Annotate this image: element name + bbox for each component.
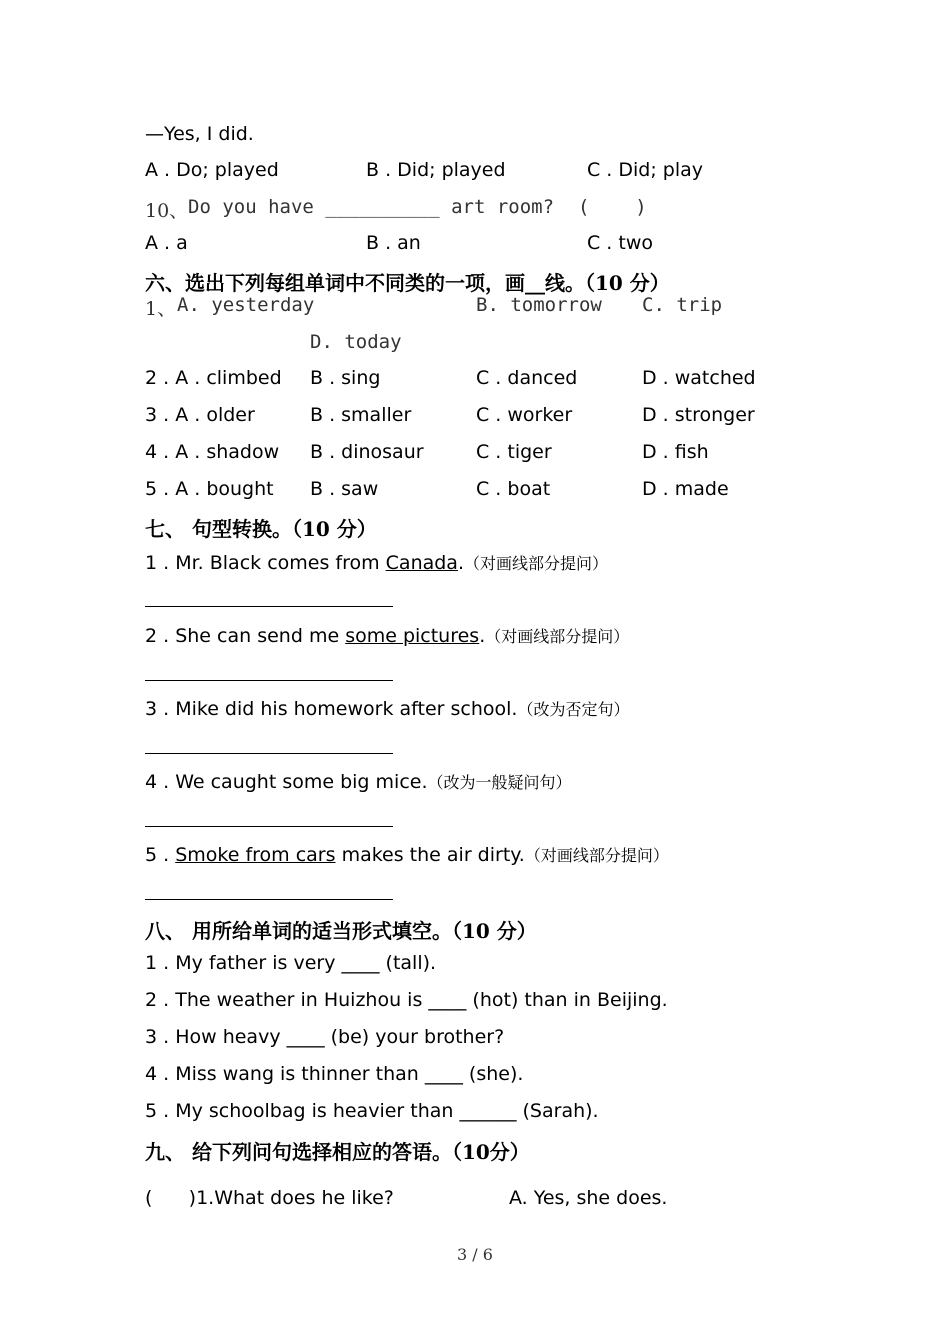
s6-q4-b: B . dinosaur [310, 441, 424, 463]
s7-item-4 [145, 770, 572, 793]
s7-item-5-post: makes the air dirty. [335, 844, 525, 866]
s7-item-1-pre: 1 . Mr. Black comes from [145, 552, 386, 574]
s7-item-3 [145, 697, 629, 720]
s6-q2-c: C . danced [476, 367, 578, 389]
q9-option-c: C . Did; play [587, 159, 704, 181]
s6-q4-c: C . tiger [476, 441, 552, 463]
s7-item-2 [145, 624, 629, 647]
s7-item-3-note: （改为否定句） [517, 700, 630, 719]
s7-item-2-pre: 2 . She can send me [145, 625, 346, 647]
s6-q2-d: D . watched [642, 367, 756, 389]
s6-q1-option-a: A. yesterday [177, 294, 315, 316]
s7-item-5-pre: 5 . [145, 844, 176, 866]
s7-item-1-post: . [457, 552, 465, 574]
s7-item-3-pre: 3 . Mike did his homework after school. [145, 698, 518, 720]
s7-item-1-underlined: Canada [385, 552, 458, 574]
s6-q3-b: B . smaller [310, 404, 412, 426]
q10-option-b: B . an [366, 232, 421, 254]
s6-q1-number: 1、 [145, 298, 177, 320]
section8-title: 八、 用所给单词的适当形式填空。（10 分） [145, 919, 537, 943]
s6-q3-c: C . worker [476, 404, 573, 426]
q10-option-c: C . two [587, 232, 653, 254]
q9-answer: —Yes, I did. [145, 123, 254, 145]
s8-item-4: 4 . Miss wang is thinner than ____ (she). [145, 1063, 524, 1085]
section7-title: 七、 句型转换。（10 分） [145, 517, 377, 541]
s8-item-3: 3 . How heavy ____ (be) your brother? [145, 1026, 505, 1048]
s6-q5-a: 5 . A . bought [145, 478, 274, 500]
s6-q3-d: D . stronger [642, 404, 755, 426]
s6-q1-option-b: B. tomorrow [476, 294, 602, 316]
s6-q4-a: 4 . A . shadow [145, 441, 280, 463]
s7-item-2-post: . [479, 625, 486, 647]
s6-q1-option-d: D. today [310, 331, 402, 353]
s7-answer-line-4[interactable] [145, 826, 393, 827]
s6-q5-d: D . made [642, 478, 729, 500]
s6-q2-a: 2 . A . climbed [145, 367, 282, 389]
q9-option-b: B . Did; played [366, 159, 506, 181]
s7-item-2-underlined: some pictures [345, 625, 480, 647]
q10-option-a: A . a [145, 232, 188, 254]
s7-item-4-note: （改为一般疑问句） [427, 773, 572, 792]
s7-item-5-note: （对画线部分提问） [524, 846, 669, 865]
s8-item-1: 1 . My father is very ____ (tall). [145, 952, 437, 974]
s7-answer-line-1[interactable] [145, 606, 393, 607]
s7-answer-line-5[interactable] [145, 899, 393, 900]
q10-stem: Do you have __________ art room? [188, 196, 555, 218]
s7-answer-line-3[interactable] [145, 753, 393, 754]
s6-q5-c: C . boat [476, 478, 551, 500]
s7-item-4-pre: 4 . We caught some big mice. [145, 771, 428, 793]
s6-q1-option-c: C. trip [642, 294, 723, 316]
s7-item-1-note: （对画线部分提问） [464, 554, 609, 573]
s9-question-1: ( )1.What does he like? [145, 1187, 394, 1209]
section6-title: 六、选出下列每组单词中不同类的一项，画__线。（10 分） [145, 271, 670, 295]
s6-q5-b: B . saw [310, 478, 379, 500]
s7-item-5-underlined: Smoke from cars [175, 844, 336, 866]
q10-answer-paren: ( ) [578, 196, 647, 218]
s6-q2-b: B . sing [310, 367, 381, 389]
s8-item-5: 5 . My schoolbag is heavier than ______ (Sarah). [145, 1100, 599, 1122]
s6-q3-a: 3 . A . older [145, 404, 255, 426]
q9-option-a: A . Do; played [145, 159, 279, 181]
s7-item-2-note: （对画线部分提问） [485, 627, 630, 646]
s8-item-2: 2 . The weather in Huizhou is ____ (hot) than in Beijing. [145, 989, 668, 1011]
s7-answer-line-2[interactable] [145, 680, 393, 681]
s7-item-1 [145, 551, 608, 574]
s9-answer-a: A. Yes, she does. [509, 1187, 668, 1209]
section9-title: 九、 给下列问句选择相应的答语。（10分） [145, 1140, 530, 1164]
page-number: 3 / 6 [457, 1245, 493, 1264]
q10-number: 10、 [145, 200, 189, 222]
s6-q4-d: D . fish [642, 441, 709, 463]
s7-item-5 [145, 843, 669, 866]
